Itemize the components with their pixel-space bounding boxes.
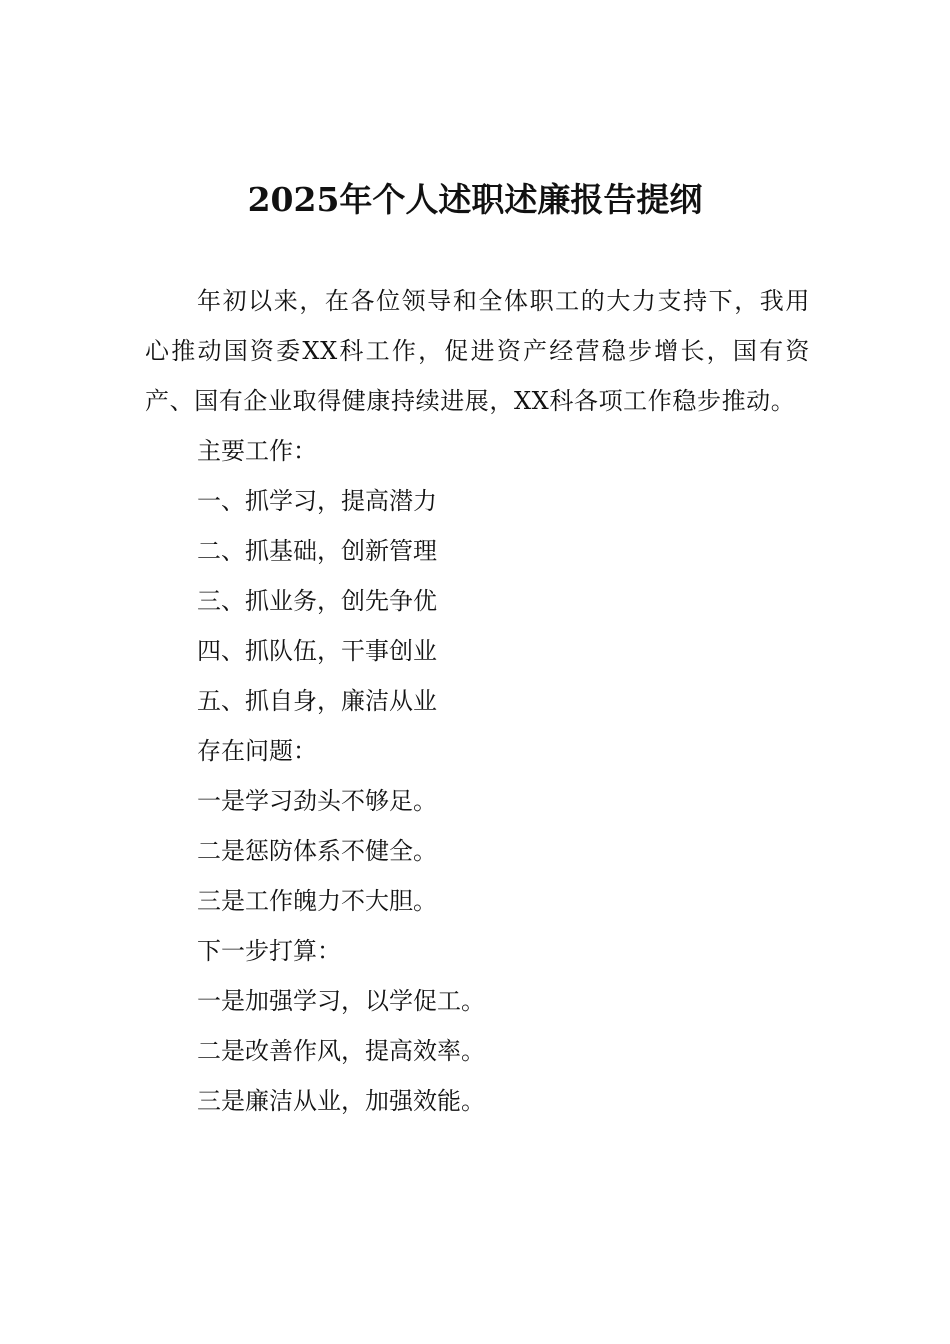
- main-work-heading: 主要工作：: [197, 437, 317, 465]
- main-work-item: 四、抓队伍，干事创业: [197, 637, 437, 665]
- next-step-item: 二是改善作风，提高效率。: [197, 1037, 485, 1065]
- problem-item: 三是工作魄力不大胆。: [197, 887, 437, 915]
- problems-heading: 存在问题：: [197, 737, 317, 765]
- intro-paragraph: 年初以来，在各位领导和全体职工的大力支持下，我用心推动国资委XX科工作，促进资产经营稳步增长，国有资产、国有企业取得健康持续进展，XX科各项工作稳步推动。: [145, 287, 810, 415]
- main-work-item: 一、抓学习，提高潜力: [197, 487, 437, 515]
- problem-item: 一是学习劲头不够足。: [197, 787, 437, 815]
- next-step-item: 一是加强学习，以学促工。: [197, 987, 485, 1015]
- main-work-item: 五、抓自身，廉洁从业: [197, 687, 437, 715]
- document-title: 2025年个人述职述廉报告提纲: [247, 180, 703, 219]
- next-steps-heading: 下一步打算：: [197, 937, 341, 965]
- main-work-item: 二、抓基础，创新管理: [197, 537, 437, 565]
- document-body: [145, 276, 810, 1126]
- next-step-item: 三是廉洁从业，加强效能。: [197, 1087, 485, 1115]
- main-work-item: 三、抓业务，创先争优: [197, 587, 437, 615]
- problem-item: 二是惩防体系不健全。: [197, 837, 437, 865]
